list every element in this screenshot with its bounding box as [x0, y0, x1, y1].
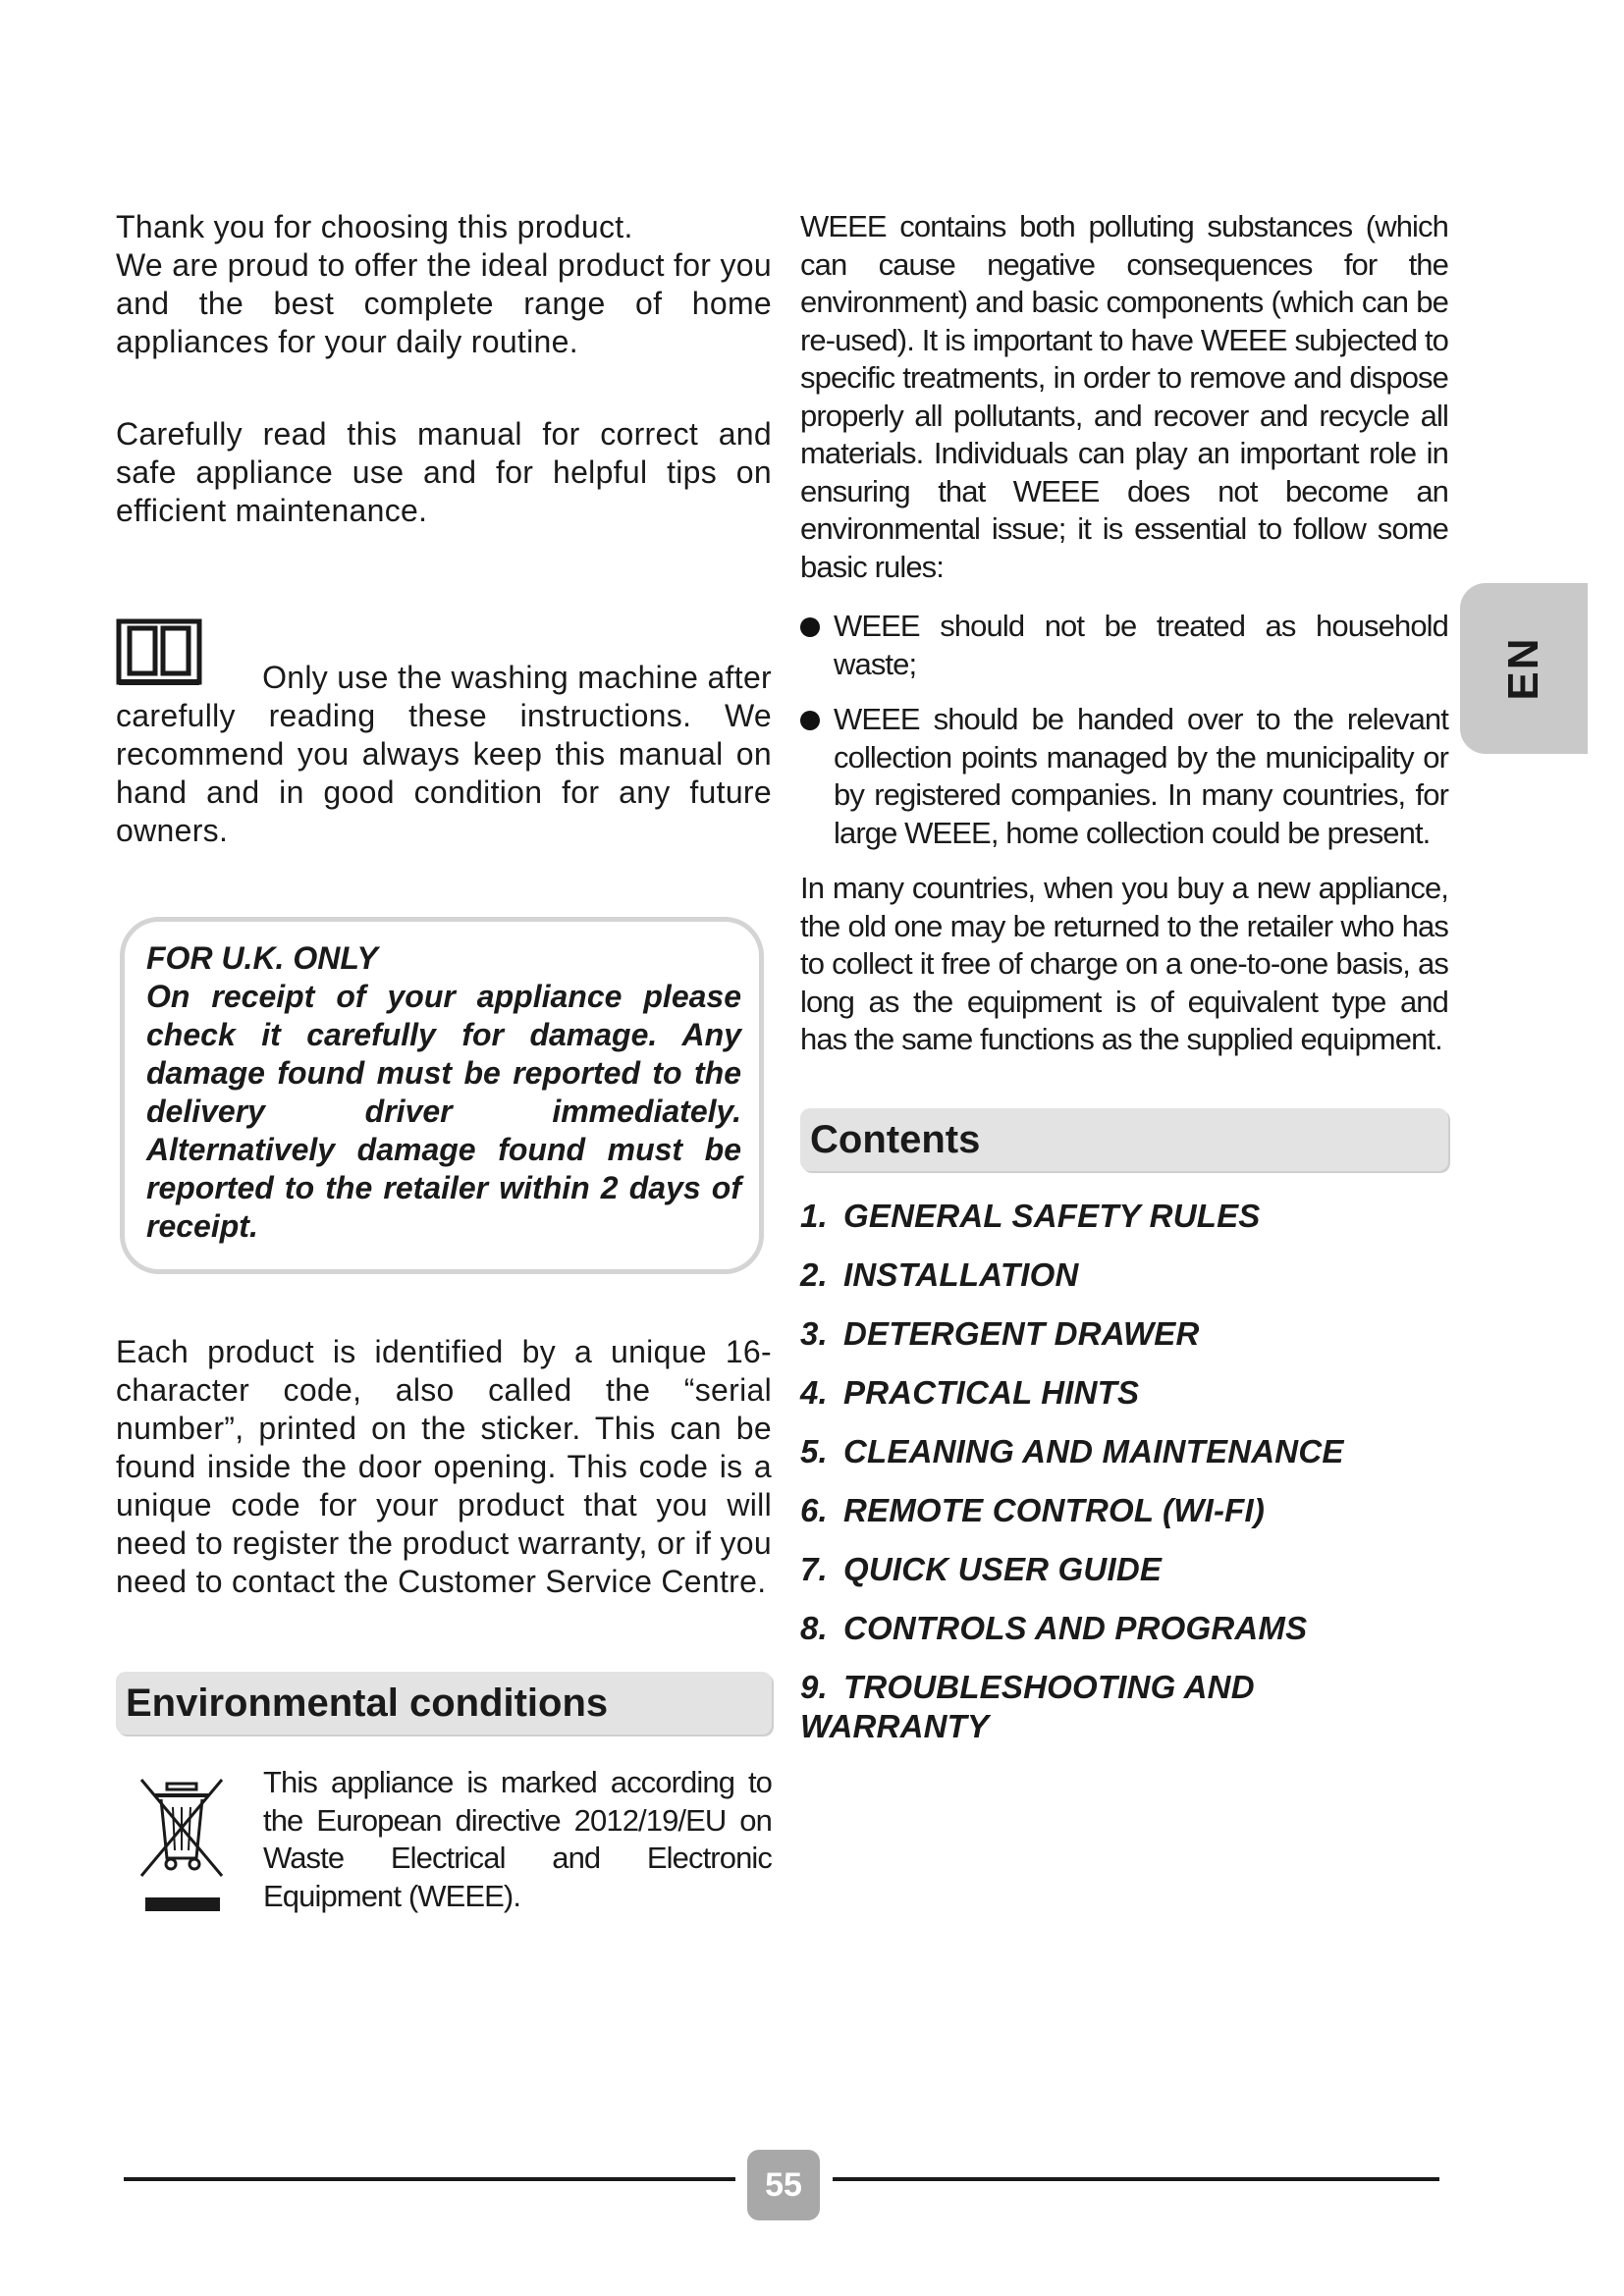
page-number: 55	[747, 2150, 820, 2220]
language-tab-label: EN	[1499, 636, 1547, 701]
toc-item[interactable]: 1. GENERAL SAFETY RULES	[800, 1197, 1261, 1234]
uk-only-title: FOR U.K. ONLY	[146, 940, 378, 976]
footer-rule-left	[124, 2177, 735, 2181]
intro-thanks: Thank you for choosing this product.	[116, 209, 633, 244]
toc-item[interactable]: 5. CLEANING AND MAINTENANCE	[800, 1432, 1344, 1469]
book-icon	[116, 618, 202, 697]
weee-marking	[116, 1764, 772, 1915]
list-item: WEEE should be handed over to the relevant collection points managed by the municipality or by registered companies. In many countries, for large WEEE, home collection could be present.	[800, 701, 1448, 852]
serial-number-paragraph: Each product is identified by a unique 16-character code, also called the “serial number”, printed on the sticker. This can be found inside the door opening. This code is a unique code for your product that you will need to register the product warranty, or if you need to contact the Customer Service Centre.	[116, 1334, 772, 1599]
return-old-appliance-paragraph: In many countries, when you buy a new appliance, the old one may be returned to the retailer who has to collect it free of charge on a one-to-one basis, as long as the equipment is of equivalent type and has the same functions as the supplied equipment.	[800, 871, 1448, 1056]
table-of-contents	[800, 1197, 1448, 1746]
toc-item[interactable]: 7. QUICK USER GUIDE	[800, 1550, 1163, 1587]
bullet-icon	[800, 711, 820, 730]
weee-bin-icon	[137, 1774, 226, 1921]
toc-item[interactable]: 2. INSTALLATION	[800, 1255, 1079, 1293]
weee-rules-list	[800, 608, 1448, 852]
toc-item[interactable]: 3. DETERGENT DRAWER	[800, 1314, 1200, 1352]
weee-marking-text: This appliance is marked according to the European directive 2012/19/EU on Waste Electrical and Electronic Equipment (WEEE).	[263, 1765, 772, 1913]
manual-note-rest: carefully reading these instructions. We recommend you always keep this manual on hand and in good condition for any future owners.	[116, 698, 772, 848]
footer-rule-right	[833, 2177, 1439, 2181]
uk-only-body: On receipt of your appliance please check it carefully for damage. Any damage found must be reported to the delivery driver immediately. Alternatively damage found must be reported to the retailer within 2 days of receipt.	[146, 979, 741, 1244]
manual-note	[116, 618, 772, 850]
toc-item[interactable]: 8. CONTROLS AND PROGRAMS	[800, 1609, 1308, 1646]
weee-info-paragraph: WEEE contains both polluting substances (which can cause negative consequences for the environment) and basic components (which can be re-used). It is important to have WEEE subjected to specific treatments, in order to remove and dispose properly all pollutants, and recover and recycle all materials. Individuals can play an important role in ensuring that WEEE does not become an environmental issue; it is essential to follow some basic rules:	[800, 209, 1448, 584]
right-column	[800, 208, 1448, 1766]
list-item: WEEE should not be treated as household waste;	[800, 608, 1448, 683]
contents-header: Contents	[800, 1108, 1448, 1171]
toc-item[interactable]: 4. PRACTICAL HINTS	[800, 1373, 1140, 1411]
toc-item[interactable]: 6. REMOTE CONTROL (WI-FI)	[800, 1491, 1266, 1528]
intro-proud: We are proud to offer the ideal product for you and the best complete range of home appliances for your daily routine.	[116, 247, 772, 359]
language-tab	[1460, 583, 1588, 754]
toc-item[interactable]: 9. TROUBLESHOOTING AND WARRANTY	[800, 1668, 1255, 1744]
manual-note-first-line: Only use the washing machine after	[116, 618, 772, 697]
left-column	[116, 208, 772, 1915]
careful-read-paragraph: Carefully read this manual for correct and safe appliance use and for helpful tips on efficient maintenance.	[116, 416, 772, 528]
bullet-icon	[800, 617, 820, 637]
environmental-conditions-header: Environmental conditions	[116, 1672, 772, 1735]
uk-only-notice	[120, 917, 764, 1274]
